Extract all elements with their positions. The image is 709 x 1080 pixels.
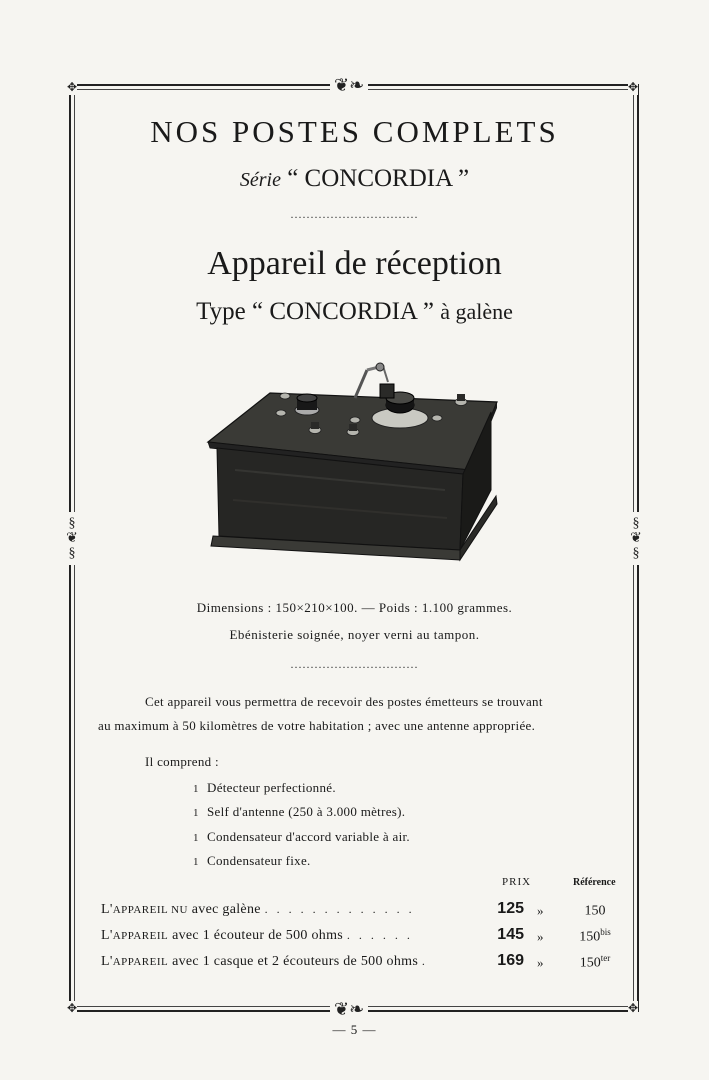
row-text: avec 1 casque et 2 écouteurs de 500 ohms: [172, 954, 419, 969]
corner-ornament-tr: ✥: [628, 80, 639, 94]
reference-number: 150: [579, 929, 601, 945]
price-mark: »: [537, 929, 544, 944]
row-leader: . . . . . .: [346, 928, 413, 942]
right-flourish-ornament: § ❦ §: [628, 512, 644, 565]
product-heading: Appareil de réception: [207, 245, 502, 282]
row-text: avec galène: [191, 902, 261, 917]
reference-column-header: Référence: [573, 877, 616, 888]
separator-dots-2: ................................: [290, 657, 419, 671]
reference-suffix: bis: [600, 927, 611, 937]
crystal-radio-illustration: [205, 360, 500, 570]
corner-ornament-bl: ✥: [67, 1001, 78, 1015]
row-prefix: L': [101, 928, 113, 943]
reference-value: [575, 953, 615, 972]
left-flourish-ornament: § ❦ §: [64, 512, 80, 565]
type-name: “ CONCORDIA ”: [252, 298, 434, 325]
component-qty: 1: [193, 783, 199, 795]
top-flourish-ornament: ❦❧: [330, 76, 368, 94]
separator-dots: ................................: [290, 207, 419, 221]
description-line-2: au maximum à 50 kilomètres de votre habitation ; avec une antenne appropriée.: [98, 718, 536, 733]
component-qty: 1: [193, 856, 199, 868]
product-type-line: [0, 298, 709, 326]
price-mark: »: [537, 955, 544, 970]
row-caps: APPAREIL: [112, 956, 169, 968]
price-row-label: [101, 928, 413, 944]
reference-suffix: ter: [600, 953, 611, 963]
reference-number: 150: [584, 903, 606, 919]
reference-value: [575, 901, 615, 920]
reference-number: 150: [579, 955, 601, 971]
price-value: 145: [497, 926, 524, 943]
bottom-flourish-ornament: ❦❧: [330, 1000, 368, 1018]
component-item: [193, 804, 405, 820]
row-leader: . . . . . . . . . . . . .: [264, 902, 415, 916]
row-prefix: L': [101, 954, 113, 969]
description-line-1: Cet appareil vous permettra de recevoir des postes émetteurs se trouvant: [145, 694, 543, 709]
row-leader: .: [421, 954, 428, 968]
component-qty: 1: [193, 832, 199, 844]
row-text: avec 1 écouteur de 500 ohms: [172, 928, 344, 943]
component-label: Détecteur perfectionné.: [207, 780, 336, 795]
row-caps: APPAREIL NU: [112, 904, 188, 916]
row-caps: APPAREIL: [112, 930, 169, 942]
page-number: — 5 —: [332, 1022, 377, 1037]
component-label: Self d'antenne (250 à 3.000 mètres).: [207, 804, 406, 819]
corner-ornament-br: ✥: [628, 1001, 639, 1015]
component-item: [193, 853, 311, 869]
series-name: “ CONCORDIA ”: [287, 165, 470, 192]
component-qty: 1: [193, 807, 199, 819]
corner-ornament-tl: ✥: [67, 80, 78, 94]
component-item: [193, 780, 336, 796]
price-value: 125: [497, 900, 524, 917]
price-row-label: [101, 954, 428, 970]
price-value: 169: [497, 952, 524, 969]
series-prefix: Série: [239, 169, 281, 191]
type-suffix: à galène: [440, 299, 513, 324]
reference-value: [575, 927, 615, 946]
dimensions-weight: Dimensions : 150×210×100. — Poids : 1.100 grammes.: [196, 600, 513, 615]
page-title: NOS POSTES COMPLETS: [150, 114, 559, 149]
cabinet-finish: Ebénisterie soignée, noyer verni au tampon.: [229, 627, 480, 642]
price-row-label: [101, 902, 415, 918]
includes-label: Il comprend :: [145, 754, 219, 769]
price-column-header: PRIX: [502, 876, 532, 888]
component-item: [193, 829, 410, 845]
row-prefix: L': [101, 902, 113, 917]
price-mark: »: [537, 903, 544, 918]
series-title: [0, 165, 709, 193]
component-label: Condensateur d'accord variable à air.: [207, 829, 410, 844]
component-label: Condensateur fixe.: [207, 853, 311, 868]
type-prefix: Type: [196, 298, 246, 325]
